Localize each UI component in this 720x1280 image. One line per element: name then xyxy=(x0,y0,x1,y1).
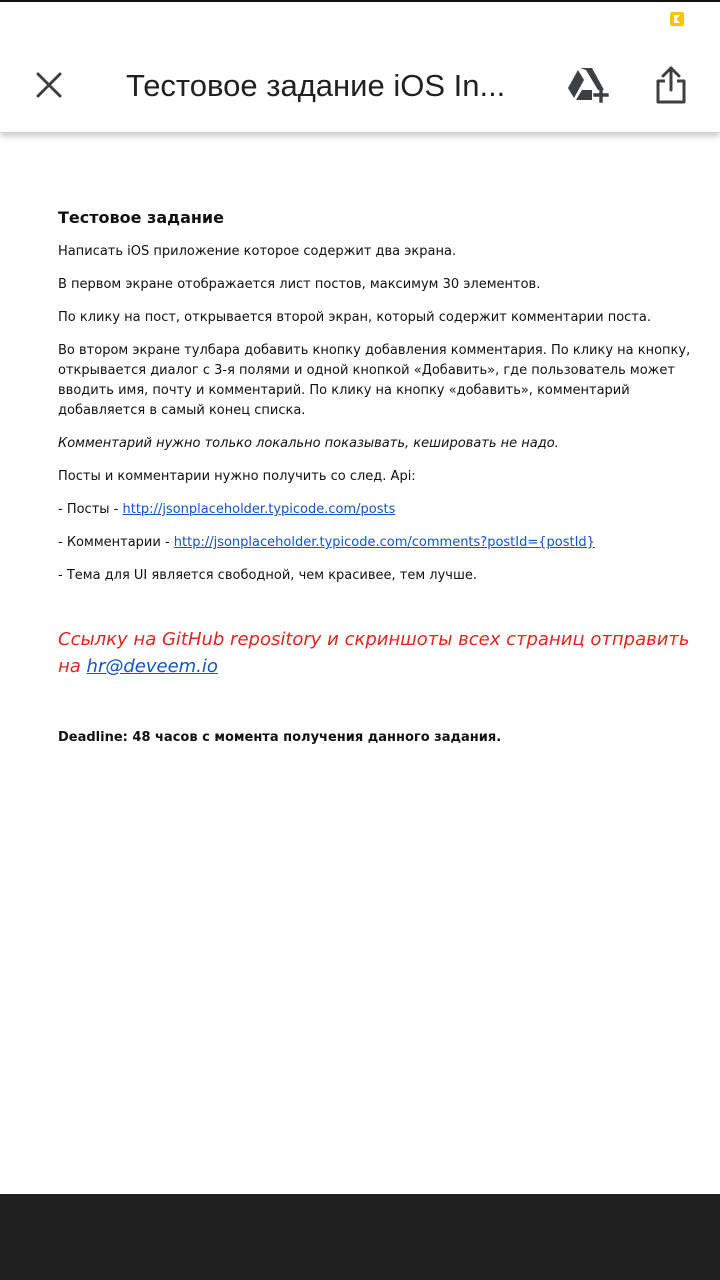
status-bar xyxy=(0,2,720,38)
share-icon xyxy=(655,65,687,105)
comments-api-line xyxy=(58,533,698,553)
posts-api-line xyxy=(58,500,698,520)
comments-api-link[interactable]: http://jsonplaceholder.typicode.com/comments?postId={postId} xyxy=(173,535,595,550)
close-icon xyxy=(36,72,62,98)
add-to-drive-button[interactable] xyxy=(560,58,616,114)
deadline-text: Deadline: 48 часов с момента получения данного задания. xyxy=(58,730,502,745)
navigation-bar xyxy=(0,1194,720,1280)
document-title: Тестовое задание iOS In... xyxy=(126,68,506,103)
paragraph-second-screen: По клику на пост, открывается второй экран, который содержит комментарии поста. xyxy=(58,310,651,325)
status-indicator-icon xyxy=(670,12,684,26)
posts-api-label: - Посты - xyxy=(58,502,123,517)
add-to-drive-icon xyxy=(566,66,610,106)
document-page xyxy=(58,200,698,761)
posts-api-link[interactable]: http://jsonplaceholder.typicode.com/posts xyxy=(122,502,396,517)
paragraph-ui-theme: - Тема для UI является свободной, чем красивее, тем лучше. xyxy=(58,568,477,583)
paragraph-api: Посты и комментарии нужно получить со след. Api: xyxy=(58,469,416,484)
app-bar xyxy=(0,38,720,132)
share-button[interactable] xyxy=(644,56,698,114)
close-button[interactable] xyxy=(24,58,74,112)
comments-api-label: - Комментарии - xyxy=(58,535,174,550)
paragraph-local-comments: Комментарий нужно только локально показывать, кешировать не надо. xyxy=(58,436,559,451)
submission-note xyxy=(58,626,698,680)
paragraph-toolbar: Во втором экране тулбара добавить кнопку добавления комментария. По клику на кнопку, открывается диалог с 3-я полями и одной кнопкой «Добавить», где пользователь может вводить имя, почту и комментарий. По клику на кнопку «добавить», комментарий добавляется в самый конец списка. xyxy=(58,343,691,418)
paragraph-first-screen: В первом экране отображается лист постов, максимум 30 элементов. xyxy=(58,277,541,292)
paragraph-intro: Написать iOS приложение которое содержит два экрана. xyxy=(58,244,457,259)
submission-note-text: Ссылку на GitHub repository и скриншоты всех страниц отправить на xyxy=(58,629,690,677)
document-heading: Тестовое задание xyxy=(58,208,224,227)
email-link[interactable]: hr@deveem.io xyxy=(86,656,218,677)
